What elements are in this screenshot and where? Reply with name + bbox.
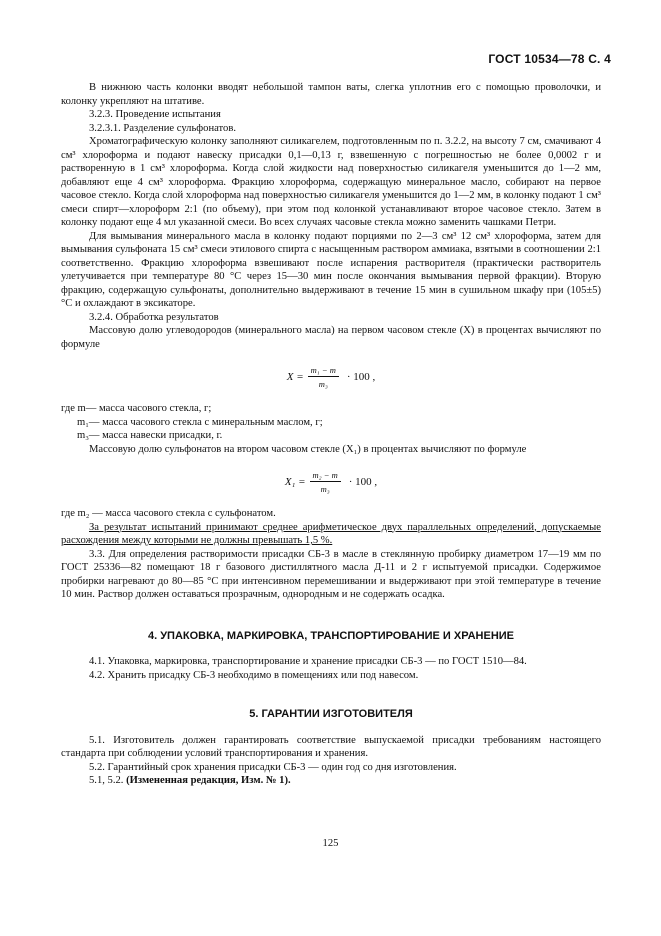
where-m1: m₁— масса часового стекла с минеральным маслом, г; [77, 416, 323, 428]
formula-x-fraction [308, 365, 339, 390]
subheading-3-2-4: 3.2.4. Обработка результатов [89, 311, 219, 323]
subheading-3-2-3-1: 3.2.3.1. Разделение сульфонатов. [89, 122, 236, 134]
paragraph-4-1: 4.1. Упаковка, маркировка, транспортирование и хранение присадки СБ-3 — по ГОСТ 1510—84. [89, 656, 527, 667]
formula-x-lhs: X = [286, 370, 304, 383]
paragraph-mass-x1: Массовую долю сульфонатов на втором часовом стекле (X₁) в процентах вычисляют по формуле [89, 443, 527, 455]
formula-x-denominator: m₃ [318, 379, 328, 389]
formula-x [61, 365, 601, 390]
where-m2: где m₂ — масса часового стекла с сульфонатом. [61, 508, 276, 519]
amendment-note-bold: (Измененная редакция, Изм. № 1). [126, 775, 291, 786]
section-5-title: 5. ГАРАНТИИ ИЗГОТОВИТЕЛЯ [249, 708, 413, 720]
paragraph-mass-x: Массовую долю углеводородов (минерального масла) на первом часовом стекле (X) в процентах вычисляют по формуле [61, 325, 601, 350]
paragraph-5-1: 5.1. Изготовитель должен гарантировать соответствие выпускаемой присадки требованиям настоящего стандарта при соблюдении условий транспортирования и хранения. [61, 734, 601, 759]
formula-x1-lhs: X₁ = [284, 475, 306, 488]
formula-x1 [61, 470, 601, 495]
formula-x-numerator: m₁ − m [308, 365, 339, 377]
paragraph-amendment-note [61, 774, 601, 788]
page-number: 125 [322, 838, 339, 849]
where-m3: m₃— масса навески присадки, г. [77, 430, 223, 441]
formula-x1-denominator: m₃ [320, 484, 330, 494]
subheading-3-2-3: 3.2.3. Проведение испытания [89, 109, 221, 120]
formula-x-tail: · 100 , [346, 370, 376, 383]
formula-x1-numerator: m₂ − m [310, 470, 341, 482]
formula-x1-tail: · 100 , [348, 475, 378, 488]
amendment-note-prefix: 5.1, 5.2. [89, 775, 124, 786]
paragraph-washing: Для вымывания минерального масла в колонку подают порциями по 2—3 см³ 12 см³ хлороформа, затем для вымывания сульфоната 15 см³ смеси этилового спирта с насыщенным раствором аммиака, взятыми в соотношении 2:1 соответственно. Фракцию хлороформа взвешивают после испарения растворителя (практически растворитель улетучивается при температуре 80 °С через 15—30 мин после окончания вымывания первой фракции). Вторую фракцию, содержащую сульфонаты, дополнительно выдерживают в течение 15 мин в сушильном шкафу при (105±5) °С и охлаждают в эксикаторе. [61, 230, 601, 309]
where-m: где m— масса часового стекла, г; [61, 403, 212, 414]
paragraph-4-2: 4.2. Хранить присадку СБ-3 необходимо в помещениях или под навесом. [89, 669, 419, 681]
page-header: ГОСТ 10534—78 С. 4 [488, 52, 611, 66]
paragraph-5-2: 5.2. Гарантийный срок хранения присадки СБ-3 — один год со дня изготовления. [89, 761, 457, 773]
section-4-title: 4. УПАКОВКА, МАРКИРОВКА, ТРАНСПОРТИРОВАНИЕ И ХРАНЕНИЕ [147, 629, 515, 642]
document-body [61, 81, 601, 788]
paragraph-chromatography: Хроматографическую колонку заполняют силикагелем, подготовленным по п. 3.2.2, на высоту 7 см, смачивают 4 см³ хлороформа и подают навеску присадки 0,1—0,13 г, взвешенную с погрешностью не более 0,0002 г и растворенную в 1 см³ хлороформа. Когда слой жидкости над поверхностью силикагеля уменьшится до 1—2 мм, добавляют еще 4 см³ хлороформа. Фракцию хлороформа, содержащую минеральное масло, собирают на первое часовое стекло. Когда слой хлороформа над поверхностью силикагеля уменьшится до 1—2 мм, в колонку подают 1 см³ смеси спирт—хлороформ 2:1 (по объему), при этом под колонкой устанавливают второе часовое стекло. Затем в колонку подают еще 4 мл указанной смеси. Во всех случаях часовые стекла можно заменить чашками Петри. [61, 136, 601, 228]
paragraph-3-3: 3.3. Для определения растворимости присадки СБ-3 в масле в стеклянную пробирку диаметром 17—19 мм по ГОСТ 25336—82 помещают 18 г базового дистиллятного масла Д-11 и 2 г испытуемой присадки. Содержимое пробирки нагревают до 80—85 °С при интенсивном перемешивании и выдерживают при этой температуре в течение 10 мин. Раствор должен оставаться прозрачным, однородным и не содержать осадка. [61, 548, 601, 600]
paragraph-result: За результат испытаний принимают среднее арифметическое двух параллельных определений, допускаемые расхождения между которыми не должны превышать 1,5 %. [61, 521, 601, 546]
formula-x1-fraction [310, 470, 341, 495]
paragraph-intro: В нижнюю часть колонки вводят небольшой тампон ваты, слегка уплотнив его с помощью проволочки, и колонку укрепляют на штативе. [61, 82, 601, 107]
